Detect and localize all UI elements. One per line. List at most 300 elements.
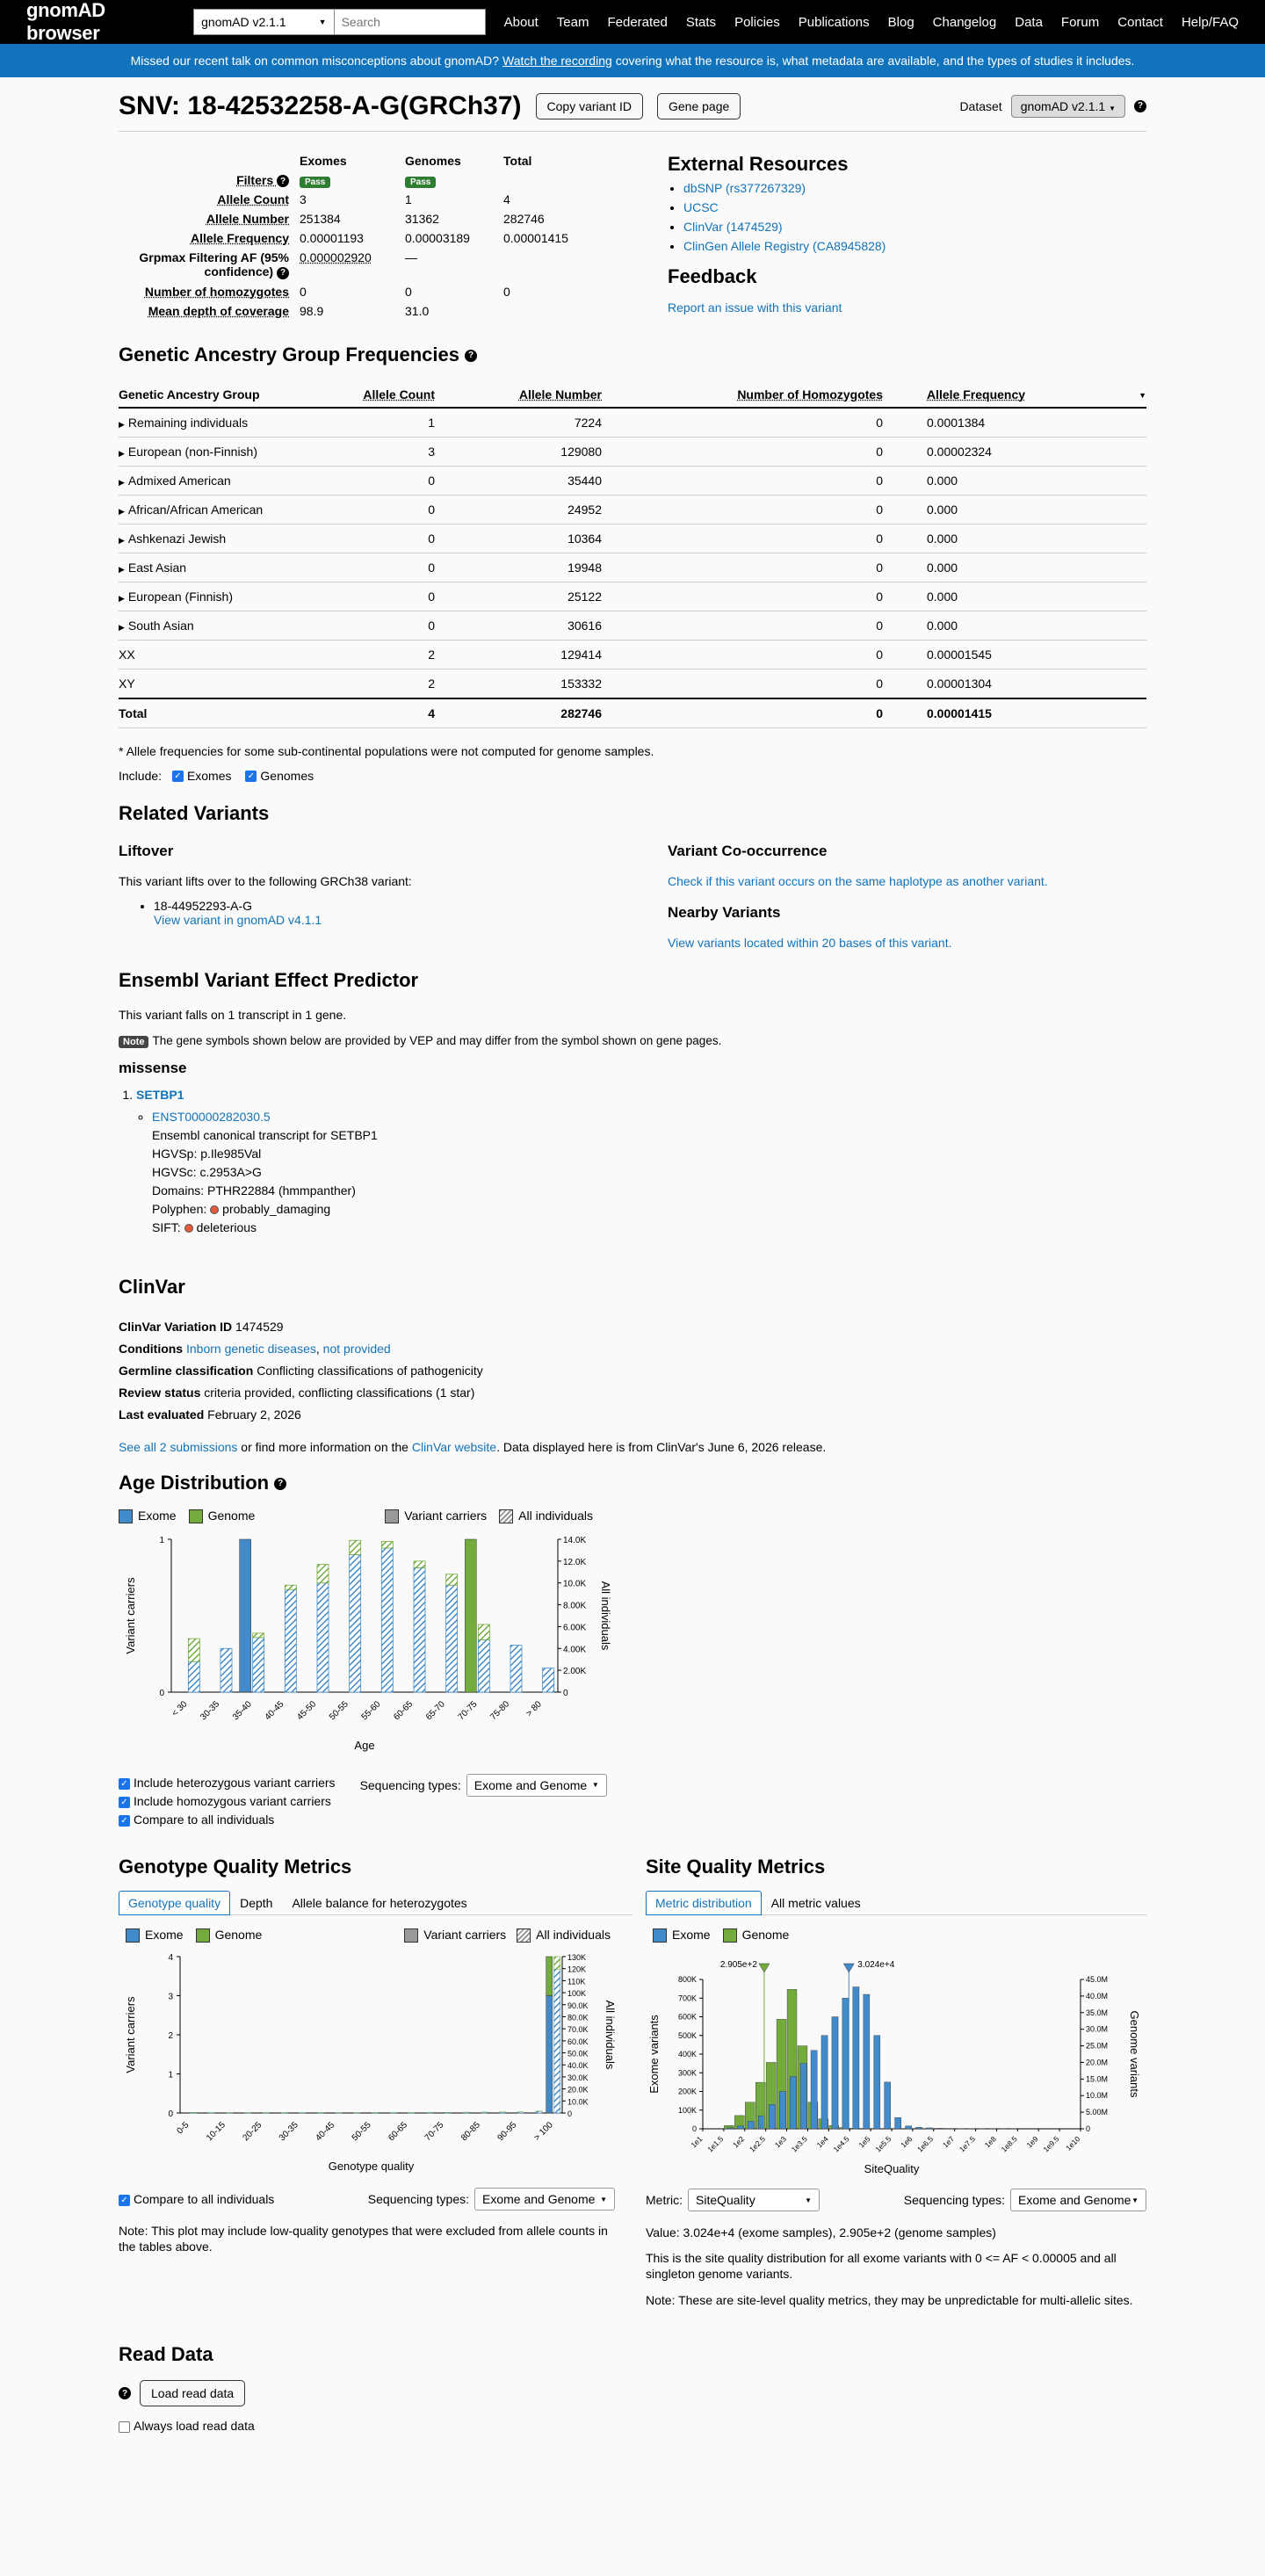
x-tick-label: 10-15 <box>205 2120 228 2144</box>
age-seq-type <box>360 1774 607 1797</box>
y2-axis-label: Genome variants <box>1128 2010 1141 2098</box>
nav-links <box>486 15 1239 30</box>
summary-cell: 0.000002920 <box>300 250 372 265</box>
sift-label: SIFT: <box>152 1219 181 1234</box>
hom-carriers-label: Include homozygous variant carriers <box>134 1793 331 1808</box>
an-cell: 129080 <box>479 437 646 466</box>
bar-exome <box>737 2126 743 2129</box>
bar-all-exome <box>414 1567 425 1692</box>
af-cell: 0.000 <box>927 466 1146 495</box>
bar-all-exome <box>220 1648 232 1692</box>
bar-carriers-exome <box>546 1996 553 2114</box>
condition-link[interactable]: not provided <box>322 1341 391 1356</box>
ac-cell: 0 <box>356 611 479 640</box>
checkbox-checked-icon: ✓ <box>245 771 257 782</box>
table-row[interactable] <box>119 495 1146 524</box>
age-distribution-title <box>119 1472 1146 1494</box>
always-load-label: Always load read data <box>134 2419 255 2434</box>
gq-compare-label: Compare to all individuals <box>134 2192 275 2207</box>
y-tick-label: 3 <box>168 1992 173 2002</box>
nav-link-stats[interactable]: Stats <box>685 14 717 30</box>
nav-link-data[interactable]: Data <box>1015 14 1043 30</box>
seq-type-value: Exome and Genome <box>1018 2193 1131 2208</box>
gq-seq-type-select[interactable] <box>474 2188 615 2211</box>
an-cell: 129414 <box>479 640 646 669</box>
y2-tick-label: 6.00K <box>563 1623 587 1633</box>
frequency-table-body <box>119 408 1146 728</box>
banner-recording-link[interactable]: Watch the recording <box>502 54 612 68</box>
hom-cell: 0 <box>646 437 927 466</box>
liftover-list <box>119 899 632 927</box>
sq-legend <box>646 1928 1146 1943</box>
age-title-text: Age Distribution <box>119 1471 270 1494</box>
report-issue-link[interactable]: Report an issue with this variant <box>668 300 842 315</box>
nav-link-forum[interactable]: Forum <box>1060 14 1100 30</box>
external-resources <box>632 151 1146 321</box>
x-tick-label: 65-70 <box>423 1699 447 1723</box>
compare-all-label: Compare to all individuals <box>134 1812 275 1827</box>
summary-cell: 251384 <box>300 212 341 227</box>
y2-tick-label: 90.0K <box>567 2001 589 2010</box>
summary-cell: 3 <box>300 192 307 207</box>
y2-tick-label: 40.0M <box>1086 1992 1109 2001</box>
y-tick-label: 100K <box>677 2105 697 2115</box>
legend-genome <box>723 1928 790 1943</box>
help-icon[interactable]: ? <box>119 2387 131 2399</box>
x-tick-label: 1e9.5 <box>1041 2134 1061 2154</box>
col-header-allele-frequency[interactable] <box>927 382 1146 408</box>
x-tick-label: 1e4.5 <box>831 2134 851 2154</box>
bar-all-exome <box>253 1638 264 1692</box>
x-tick-label: 0-5 <box>175 2120 192 2137</box>
germline-value: Conflicting classifications of pathogenicity <box>257 1363 483 1378</box>
transcript-detail: Ensembl canonical transcript for SETBP1 <box>152 1127 378 1142</box>
summary-cell: 31362 <box>405 212 439 227</box>
list-item <box>683 220 1146 234</box>
legend-exome <box>653 1928 711 1943</box>
age-distribution-chart <box>119 1529 611 1770</box>
x-tick-label: 1e1.5 <box>705 2134 726 2154</box>
table-row[interactable] <box>119 611 1146 640</box>
list-item <box>136 1086 1146 1237</box>
x-tick-label: 1e5.5 <box>873 2134 893 2154</box>
bar-all-genome <box>446 1574 458 1585</box>
load-read-data-button[interactable]: Load read data <box>140 2380 245 2406</box>
hom-cell: 0 <box>646 466 927 495</box>
sort-desc-icon: ▼ <box>1138 390 1146 400</box>
x-tick-label: 60-65 <box>387 2120 410 2144</box>
filter-total <box>498 170 574 190</box>
x-tick-label: 30-35 <box>277 2120 300 2144</box>
gene-link[interactable]: SETBP1 <box>136 1087 184 1102</box>
nav-link-policies[interactable]: Policies <box>734 14 780 30</box>
x-tick-label: 55-60 <box>359 1699 383 1723</box>
site-quality-title: Site Quality Metrics <box>646 1855 826 1878</box>
liftover-section <box>119 843 632 950</box>
y2-tick-label: 12.0K <box>563 1557 587 1567</box>
legend-all <box>499 1509 593 1523</box>
y2-tick-label: 0 <box>563 1688 568 1698</box>
clinvar-conditions-row: Conditions Inborn genetic diseases, not provided <box>119 1341 391 1356</box>
x-tick-label: 35-40 <box>230 1699 254 1723</box>
an-cell: 35440 <box>479 466 646 495</box>
dataset-selector <box>959 95 1146 118</box>
include-row <box>119 769 1146 783</box>
an-cell: 10364 <box>479 524 646 553</box>
het-carriers-label: Include heterozygous variant carriers <box>134 1775 336 1790</box>
include-genomes-checkbox[interactable] <box>245 769 314 783</box>
metric-label: Metric: <box>646 2193 683 2208</box>
tab-metric-distribution[interactable]: Metric distribution <box>646 1891 762 1915</box>
brand-logo[interactable]: gnomAD browser <box>26 0 105 44</box>
table-row[interactable] <box>119 466 1146 495</box>
legend-genome-label: Genome <box>207 1508 256 1523</box>
help-icon[interactable]: ? <box>277 267 289 279</box>
tab-depth[interactable]: Depth <box>240 1895 273 1910</box>
bar-exome <box>769 2105 775 2130</box>
col-header-group[interactable]: Genetic Ancestry Group <box>119 382 356 408</box>
y2-tick-label: 50.0K <box>567 2049 589 2059</box>
y2-tick-label: 30.0K <box>567 2073 589 2083</box>
summary-cell: 31.0 <box>405 303 430 318</box>
gq-legend <box>119 1928 611 1943</box>
table-row <box>119 669 1146 698</box>
genome-swatch <box>189 1509 203 1523</box>
summary-table <box>119 151 574 321</box>
polyphen-value: probably_damaging <box>222 1201 331 1216</box>
col-header-allele-count[interactable] <box>356 382 479 408</box>
checkbox-checked-icon: ✓ <box>119 1778 130 1790</box>
age-controls <box>119 1774 1146 1829</box>
bar-exome <box>864 1994 870 2129</box>
expand-triangle-icon[interactable]: ▶ <box>119 506 125 516</box>
x-tick-label: 1e3 <box>772 2134 788 2150</box>
hom-cell: 0 <box>646 640 927 669</box>
grpmax-label <box>119 248 294 281</box>
y2-tick-label: 14.0K <box>563 1535 587 1545</box>
cooccurrence-link[interactable]: Check if this variant occurs on the same haplotype as another variant. <box>668 873 1048 888</box>
bar-all-exome <box>188 1661 199 1692</box>
x-tick-label: 40-45 <box>314 2120 337 2144</box>
x-tick-label: 1e9 <box>1024 2134 1040 2150</box>
frequency-table <box>119 382 1146 728</box>
list-item <box>152 1108 1146 1237</box>
expand-triangle-icon[interactable]: ▶ <box>119 622 125 632</box>
bar-exome <box>874 2036 880 2129</box>
frequencies-title <box>119 344 1146 366</box>
dbsnp-link[interactable]: dbSNP (rs377267329) <box>683 181 806 195</box>
bar-exome <box>800 2064 806 2129</box>
hom-cell: 0 <box>646 698 927 728</box>
x-tick-label: 1e2.5 <box>747 2134 768 2154</box>
include-exomes-checkbox[interactable] <box>172 769 232 783</box>
cooccurrence-section <box>632 843 1146 950</box>
note-badge: Note <box>119 1036 148 1048</box>
x-axis-label: Age <box>354 1738 375 1752</box>
af-cell: 0.000 <box>927 495 1146 524</box>
x-tick-label: 75-80 <box>488 1699 512 1723</box>
metric-value: SiteQuality <box>696 2193 755 2208</box>
genome-swatch <box>723 1928 737 1943</box>
bar-exome <box>832 2017 838 2130</box>
genotype-quality-title: Genotype Quality Metrics <box>119 1855 352 1878</box>
x-tick-label: 1e4 <box>814 2134 830 2150</box>
quality-metrics-section <box>119 1856 1146 2308</box>
variant-header <box>119 88 1146 132</box>
seq-type-value: Exome and Genome <box>473 1777 588 1792</box>
table-row[interactable] <box>119 524 1146 553</box>
liftover-text: This variant lifts over to the following GRCh38 variant: <box>119 873 412 888</box>
expand-triangle-icon[interactable]: ▶ <box>119 477 125 487</box>
polyphen-dot-icon <box>210 1205 219 1214</box>
summary-table-wrap <box>119 151 632 321</box>
af-cell: 0.00002324 <box>927 437 1146 466</box>
nav-link-blog[interactable]: Blog <box>887 14 914 30</box>
summary-cell: 0 <box>503 284 510 299</box>
tab-all-metric-values[interactable]: All metric values <box>770 1895 861 1910</box>
y2-tick-label: 25.0M <box>1086 2041 1109 2051</box>
x-tick-label: 30-35 <box>199 1699 222 1723</box>
group-name: Remaining individuals <box>127 415 249 430</box>
submissions-link[interactable]: See all 2 submissions <box>119 1439 238 1454</box>
compare-all-checkbox[interactable] <box>119 1811 336 1829</box>
gene-page-button[interactable]: Gene page <box>657 93 741 119</box>
col-header-allele-frequency-text: Allele Frequency <box>927 387 1026 402</box>
legend-genome <box>196 1928 263 1943</box>
review-value: criteria provided, conflicting classifications (1 star) <box>204 1385 475 1400</box>
always-load-checkbox[interactable] <box>119 2419 1146 2433</box>
legend-all-label: All individuals <box>536 1927 611 1942</box>
y-axis-label: Exome variants <box>647 2015 661 2094</box>
bar-all-genome <box>414 1561 425 1567</box>
table-row[interactable] <box>119 553 1146 582</box>
bar-all-genome <box>381 1541 393 1547</box>
checkbox-checked-icon: ✓ <box>119 1815 130 1827</box>
announcement-banner <box>0 44 1265 77</box>
seq-types-label: Sequencing types: <box>367 2192 469 2207</box>
y-tick-label: 0 <box>159 1688 164 1698</box>
group-cell <box>119 408 356 438</box>
bar-all-genome <box>253 1633 264 1638</box>
bar-exome <box>895 2117 901 2129</box>
homozygotes-label: Number of homozygotes <box>144 284 289 299</box>
summary-section <box>119 151 1146 321</box>
y2-tick-label: 5.00M <box>1086 2108 1109 2117</box>
af-cell: 0.000 <box>927 524 1146 553</box>
x-tick-label: 50-55 <box>327 1699 351 1723</box>
clinvar-website-link[interactable]: ClinVar website <box>411 1439 497 1454</box>
site-quality-section <box>632 1856 1146 2308</box>
y2-tick-label: 80.0K <box>567 2013 589 2022</box>
expand-triangle-icon[interactable]: ▶ <box>119 448 125 458</box>
expand-triangle-icon[interactable]: ▶ <box>119 535 125 545</box>
gq-compare-checkbox[interactable] <box>119 2192 274 2206</box>
expand-triangle-icon[interactable]: ▶ <box>119 419 125 429</box>
expand-triangle-icon[interactable]: ▶ <box>119 564 125 574</box>
table-row[interactable] <box>119 408 1146 438</box>
condition-link[interactable]: Inborn genetic diseases <box>186 1341 316 1356</box>
bar-exome <box>811 2051 817 2129</box>
clinvar-link[interactable]: ClinVar (1474529) <box>683 220 783 234</box>
banner-text-pre: Missed our recent talk on common misconceptions about gnomAD? <box>130 54 499 68</box>
tab-allele-balance[interactable]: Allele balance for heterozygotes <box>292 1895 467 1910</box>
gq-note: Note: This plot may include low-quality genotypes that were excluded from allele counts in the tables above. <box>119 2224 608 2254</box>
total-row <box>119 698 1146 728</box>
tab-genotype-quality[interactable]: Genotype quality <box>119 1891 230 1915</box>
bar-all-exome <box>543 1668 554 1692</box>
het-carriers-checkbox[interactable] <box>119 1774 336 1792</box>
summary-cell: 0.00003189 <box>405 231 470 246</box>
bar-all-genome <box>188 1639 199 1661</box>
y-tick-label: 2 <box>168 2031 173 2042</box>
help-icon[interactable]: ? <box>274 1478 286 1490</box>
age-seq-type-select[interactable] <box>466 1774 607 1797</box>
polyphen-label: Polyphen: <box>152 1201 207 1216</box>
legend-carriers-label: Variant carriers <box>404 1508 488 1523</box>
feedback-row <box>668 300 1146 315</box>
summary-col-genomes: Genomes <box>405 154 461 168</box>
site-quality-chart <box>646 1943 1146 2180</box>
af-cell: 0.00001304 <box>927 669 1146 698</box>
checkbox-checked-icon: ✓ <box>172 771 184 782</box>
y2-tick-label: 10.0M <box>1086 2091 1109 2101</box>
include-genomes-label: Genomes <box>260 768 314 783</box>
transcript-link[interactable]: ENST00000282030.5 <box>152 1109 271 1124</box>
table-row[interactable] <box>119 437 1146 466</box>
external-links-list <box>668 181 1146 253</box>
x-axis-label: SiteQuality <box>864 2162 920 2176</box>
clingen-link[interactable]: ClinGen Allele Registry (CA8945828) <box>683 239 886 253</box>
bar-exome <box>842 1998 849 2129</box>
nearby-link[interactable]: View variants located within 20 bases of this variant. <box>668 935 952 950</box>
x-tick-label: 1e5 <box>857 2134 872 2150</box>
include-label: Include: <box>119 768 163 783</box>
exome-swatch <box>119 1509 133 1523</box>
search-input[interactable] <box>335 9 486 35</box>
caret-down-icon: ▼ <box>1131 2196 1138 2204</box>
chevron-down-icon: ▼ <box>318 18 327 26</box>
group-cell <box>119 582 356 611</box>
an-cell: 7224 <box>479 408 646 438</box>
nav-link-contact[interactable]: Contact <box>1117 14 1163 30</box>
legend-carriers <box>385 1509 487 1523</box>
copy-variant-id-button[interactable]: Copy variant ID <box>536 93 643 119</box>
summary-cell <box>498 248 574 281</box>
y2-tick-label: 10.0K <box>567 2097 589 2107</box>
genome-swatch <box>196 1928 210 1943</box>
bar-all-exome <box>478 1639 489 1692</box>
exome-marker-arrow-icon <box>843 1964 854 1972</box>
all-individuals-swatch <box>499 1509 513 1523</box>
x-tick-label: 70-75 <box>456 1699 480 1723</box>
nav-link-publications[interactable]: Publications <box>798 14 870 30</box>
an-cell: 24952 <box>479 495 646 524</box>
ac-cell: 0 <box>356 553 479 582</box>
col-header-allele-number[interactable] <box>479 382 646 408</box>
summary-cell: 0 <box>300 284 307 299</box>
y2-tick-label: 100K <box>567 1989 587 1999</box>
help-icon[interactable]: ? <box>1134 100 1146 112</box>
read-data-title: Read Data <box>119 2343 213 2366</box>
dataset-select-value: gnomAD v2.1.1 <box>201 15 286 29</box>
age-checkboxes <box>119 1774 336 1829</box>
group-cell <box>119 553 356 582</box>
nav-link-federated[interactable]: Federated <box>607 14 668 30</box>
consequence-title: missense <box>119 1059 187 1076</box>
allele-number-label: Allele Number <box>206 212 289 227</box>
y-tick-label: 200K <box>677 2087 697 2096</box>
transcript-detail: HGVSp: p.Ile985Val <box>152 1146 262 1161</box>
hom-carriers-checkbox[interactable] <box>119 1792 336 1811</box>
ac-cell: 0 <box>356 524 479 553</box>
x-tick-label: < 30 <box>170 1699 190 1719</box>
bar-carriers-genome <box>465 1539 476 1692</box>
y-tick-label: 800K <box>677 1975 697 1985</box>
vep-note-text: The gene symbols shown below are provided by VEP and may differ from the symbol shown on gene pages. <box>152 1033 722 1047</box>
y2-tick-label: 120K <box>567 1965 587 1974</box>
bar-all-exome <box>446 1585 458 1692</box>
dataset-dropdown[interactable] <box>1011 95 1125 118</box>
liftover-link[interactable]: View variant in gnomAD v4.1.1 <box>154 912 322 927</box>
caret-down-icon: ▼ <box>805 2196 812 2204</box>
x-tick-label: 60-65 <box>392 1699 416 1723</box>
dataset-select[interactable] <box>193 9 334 35</box>
expand-triangle-icon[interactable]: ▶ <box>119 593 125 603</box>
dataset-dropdown-value: gnomAD v2.1.1 <box>1020 98 1106 113</box>
caret-down-icon: ▼ <box>1109 104 1116 112</box>
x-tick-label: 1e7.5 <box>957 2134 977 2154</box>
nav-link-changelog[interactable]: Changelog <box>932 14 997 30</box>
an-cell: 30616 <box>479 611 646 640</box>
nav-link-team[interactable]: Team <box>556 14 589 30</box>
filter-genomes <box>400 170 498 190</box>
x-tick-label: 1e8.5 <box>999 2134 1019 2154</box>
hom-cell: 0 <box>646 553 927 582</box>
help-icon[interactable]: ? <box>277 175 289 187</box>
group-name: Ashkenazi Jewish <box>127 531 227 546</box>
clinvar-post-text: . Data displayed here is from ClinVar's June 6, 2026 release. <box>496 1439 827 1454</box>
table-row[interactable] <box>119 582 1146 611</box>
x-tick-label: 1e8 <box>982 2134 998 2150</box>
ac-cell: 2 <box>356 669 479 698</box>
col-header-homozygotes[interactable] <box>646 382 927 408</box>
y2-tick-label: 40.0K <box>567 2061 589 2071</box>
allele-count-label: Allele Count <box>217 192 289 207</box>
metric-select[interactable] <box>688 2189 820 2211</box>
group-name: African/African American <box>127 502 264 517</box>
an-cell: 153332 <box>479 669 646 698</box>
sq-seq-type-select[interactable] <box>1010 2189 1146 2211</box>
ucsc-link[interactable]: UCSC <box>683 200 719 214</box>
y2-tick-label: 110K <box>567 1977 586 1986</box>
exome-swatch <box>653 1928 667 1943</box>
help-icon[interactable]: ? <box>465 350 477 362</box>
x-tick-label: 90-95 <box>495 2120 519 2144</box>
legend-genome <box>189 1509 256 1523</box>
nav-link-about[interactable]: About <box>503 14 539 30</box>
sq-tabs <box>646 1891 1146 1915</box>
filters-label <box>119 170 294 190</box>
vep-title: Ensembl Variant Effect Predictor <box>119 968 419 991</box>
col-header-allele-number-text: Allele Number <box>518 387 602 402</box>
evaluated-row <box>119 1404 1146 1426</box>
summary-cell: 0.00001415 <box>503 231 568 246</box>
x-tick-label: 1e7 <box>940 2134 957 2150</box>
nav-link-help[interactable]: Help/FAQ <box>1181 14 1239 30</box>
bar-exome <box>885 2082 891 2129</box>
bar-carriers-exome <box>240 1539 251 1692</box>
x-tick-label: 1e1 <box>689 2134 705 2150</box>
